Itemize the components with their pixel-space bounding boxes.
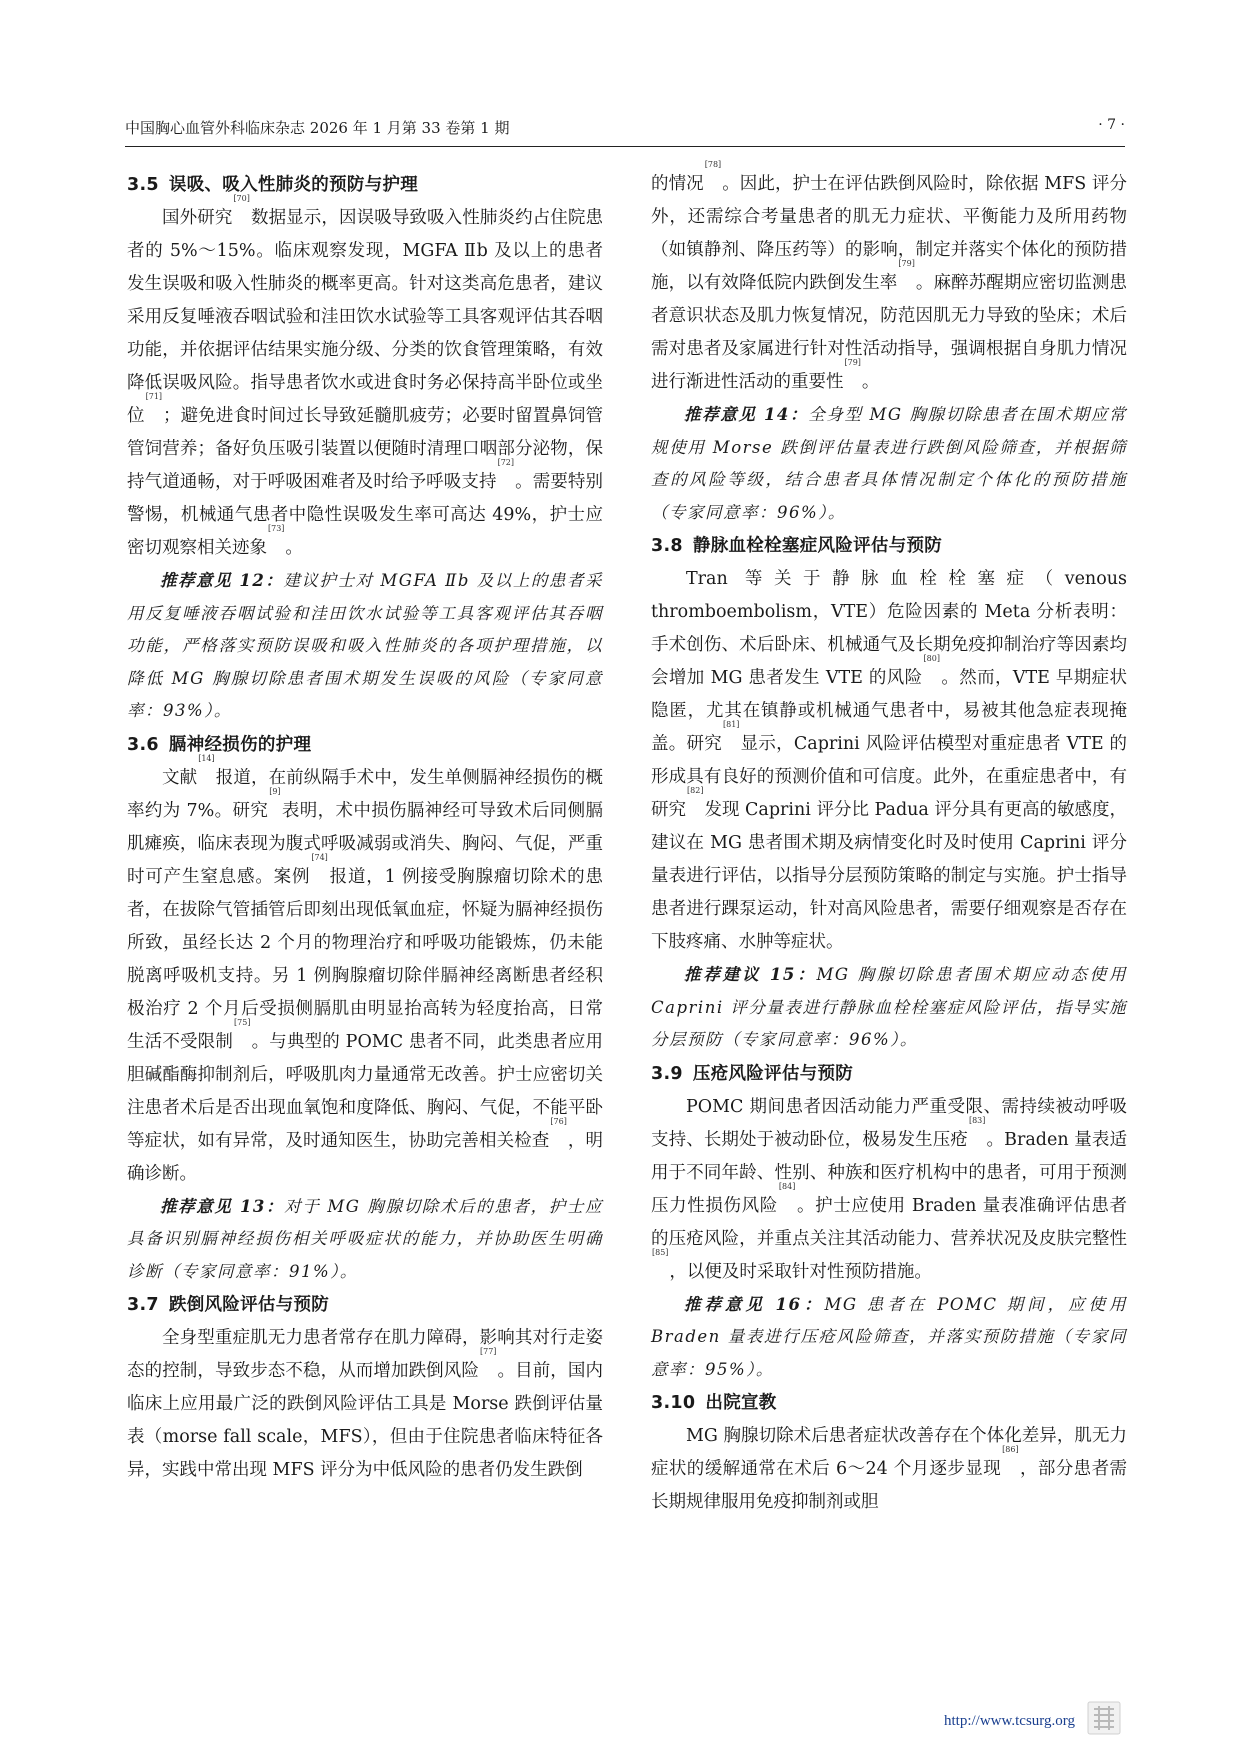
right-column bbox=[651, 160, 1128, 1519]
citation-ref[interactable]: [85] bbox=[652, 1247, 669, 1257]
page-number: · 7 · bbox=[1098, 117, 1125, 133]
paragraph-vte: Tran 等关于静脉血栓栓塞症（venous thromboembolism，VTE）危险因素的 Meta 分析表明：手术创伤、术后卧床、机械通气及长期免疫抑制治疗等因素均会增加 MG 患者发生 VTE 的风险[80]。然而，VTE 早期症状隐匿，尤其在镇静或机械通气患者中，易被其他急症表现掩盖。研究[81]显示，Caprini 风险评估模型对重症患者 VTE 的形成具有良好的预测价值和可信度。此外，在重症患者中，有研究[82]发现 Caprini 评分比 Padua 评分具有更高的敏感度，建议在 MG 患者围术期及病情变化时及时使用 Caprini 评分量表进行评估，以指导分层预防策略的制定与实施。护士指导患者进行踝泵运动，针对高风险患者，需要仔细观察是否存在下肢疼痛、水肿等症状。 bbox=[651, 569, 1127, 952]
citation-ref[interactable]: [77] bbox=[479, 1347, 497, 1356]
citation-ref[interactable]: [79] bbox=[898, 259, 915, 268]
citation-ref[interactable]: [79] bbox=[844, 358, 861, 367]
section-heading-3-5: 3.5 误吸、吸入性肺炎的预防与护理 bbox=[127, 175, 419, 195]
journal-url[interactable]: http://www.tcsurg.org bbox=[944, 1713, 1075, 1729]
citation-ref[interactable]: [76] bbox=[550, 1116, 567, 1126]
left-column bbox=[127, 168, 603, 1487]
paragraph-aspiration: 国外研究[70]数据显示，因误吸导致吸入性肺炎约占住院患者的 5%～15%。临床观察发现，MGFA Ⅱb 及以上的患者发生误吸和吸入性肺炎的概率更高。针对这类高危患者，建议采用反复唾液吞咽试验和洼田饮水试验等工具客观评估其吞咽功能，并依据评估结果实施分级、分类的饮食管理策略，有效降低误吸风险。指导患者饮水或进食时务必保持高半卧位或坐位[71]；避免进食时间过长导致延髓肌疲劳；必要时留置鼻饲管管饲营养；备好负压吸引装置以便随时清理口咽部分泌物，保持气道通畅，对于呼吸困难者及时给予呼吸支持[72]。需要特别警惕，机械通气患者中隐性误吸发生率可高达 49%，护士应密切观察相关迹象[73]。 bbox=[127, 194, 604, 558]
citation-ref[interactable]: [84] bbox=[778, 1181, 796, 1191]
citation-ref[interactable]: [9] bbox=[269, 786, 281, 796]
recommendation-12: 推荐意见 12：建议护士对 MGFA Ⅱb 及以上的患者采用反复唾液吞咽试验和洼田饮水试验等工具客观评估其吞咽功能，严格落实预防误吸和吸入性肺炎的各项护理措施，以降低 MG 胸腺切除患者围术期发生误吸的风险（专家同意率：93%）。 bbox=[127, 571, 603, 720]
paragraph-phrenic-nerve: 文献[14]报道，在前纵隔手术中，发生单侧膈神经损伤的概率约为 7%。研究[9]表明，术中损伤膈神经可导致术后同侧膈肌瘫痪，临床表现为腹式呼吸减弱或消失、胸闷、气促，严重时可产生窒息感。案例[74]报道，1 例接受胸腺瘤切除术的患者，在拔除气管插管后即刻出现低氧血症，怀疑为膈神经损伤所致，虽经长达 2 个月的物理治疗和呼吸功能锻炼，仍未能脱离呼吸机支持。另 1 例胸腺瘤切除伴膈神经离断患者经积极治疗 2 个月后受损侧膈肌由明显抬高转为轻度抬高，日常生活不受限制[75]。与典型的 POMC 患者不同，此类患者应用胆碱酯酶抑制剂后，呼吸肌肉力量通常无改善。护士应密切关注患者术后是否出现血氧饱和度降低、胸闷、气促，不能平卧等症状，如有异常，及时通知医生，协助完善相关检查[76]，明确诊断。 bbox=[127, 753, 604, 1184]
citation-ref[interactable]: [82] bbox=[687, 786, 704, 795]
paragraph-fall-risk-continued: 的情况[78]。因此，护士在评估跌倒风险时，除依据 MFS 评分外，还需综合考量患者的肌无力症状、平衡能力及所用药物（如镇静剂、降压药等）的影响，制定并落实个体化的预防措施，以有效降低院内跌倒发生率[79]。麻醉苏醒期应密切监测患者意识状态及肌力恢复情况，防范因肌无力导致的坠床；术后需对患者及家属进行针对性活动指导，强调根据自身肌力情况进行渐进性活动的重要性[79]。 bbox=[651, 160, 1128, 392]
citation-ref[interactable]: [86] bbox=[1002, 1445, 1019, 1454]
paragraph-pressure-ulcer: POMC 期间患者因活动能力严重受限、需持续被动呼吸支持、长期处于被动卧位，极易发生压疮[83]。Braden 量表适用于不同年龄、性别、种族和医疗机构中的患者，可用于预测压力性损伤风险[84]。护士应使用 Braden 量表准确评估患者的压疮风险，并重点关注其活动能力、营养状况及皮肤完整性[85]，以便及时采取针对性预防措施。 bbox=[651, 1096, 1127, 1282]
citation-ref[interactable]: [71] bbox=[145, 392, 163, 401]
citation-ref[interactable]: [14] bbox=[198, 753, 215, 763]
recommendation-14: 推荐意见 14：全身型 MG 胸腺切除患者在围术期应常规使用 Morse 跌倒评估量表进行跌倒风险筛查，并根据筛查的风险等级，结合患者具体情况制定个体化的预防措施（专家同意率：96%）。 bbox=[651, 405, 1127, 522]
header-rule bbox=[125, 146, 1125, 147]
recommendation-16: 推荐意见 16：MG 患者在 POMC 期间，应使用 Braden 量表进行压疮风险筛查，并落实预防措施（专家同意率：95%）。 bbox=[651, 1294, 1127, 1379]
citation-ref[interactable]: [83] bbox=[968, 1115, 986, 1125]
paragraph-fall-risk: 全身型重症肌无力患者常存在肌力障碍，影响其对行走姿态的控制，导致步态不稳，从而增加跌倒风险[77]。目前，国内临床上应用最广泛的跌倒风险评估工具是 Morse 跌倒评估量表（morse fall scale，MFS），但由于住院患者临床特征各异，实践中常出现 MFS 评分为中低风险的患者仍发生跌倒 bbox=[127, 1328, 604, 1480]
section-heading-3-7: 3.7 跌倒风险评估与预防 bbox=[127, 1295, 330, 1315]
journal-logo-icon bbox=[1087, 1701, 1121, 1735]
section-heading-3-10: 3.10 出院宣教 bbox=[651, 1393, 777, 1413]
section-heading-3-8: 3.8 静脉血栓栓塞症风险评估与预防 bbox=[651, 536, 943, 556]
section-heading-3-9: 3.9 压疮风险评估与预防 bbox=[651, 1063, 854, 1084]
recommendation-13: 推荐意见 13：对于 MG 胸腺切除术后的患者，护士应具备识别膈神经损伤相关呼吸症状的能力，并协助医生明确诊断（专家同意率：91%）。 bbox=[127, 1196, 603, 1281]
citation-ref[interactable]: [73] bbox=[268, 524, 285, 533]
citation-ref[interactable]: [72] bbox=[497, 458, 515, 467]
citation-ref[interactable]: [75] bbox=[234, 1017, 251, 1027]
journal-citation: 中国胸心血管外科临床杂志 2026 年 1 月第 33 卷第 1 期 bbox=[125, 119, 510, 137]
citation-ref[interactable]: [78] bbox=[704, 160, 722, 169]
citation-ref[interactable]: [81] bbox=[723, 720, 740, 729]
section-heading-3-6: 3.6 膈神经损伤的护理 bbox=[127, 734, 312, 755]
citation-ref[interactable]: [74] bbox=[311, 852, 328, 862]
citation-ref[interactable]: [80] bbox=[923, 654, 940, 663]
citation-ref[interactable]: [70] bbox=[233, 194, 250, 203]
recommendation-15: 推荐建议 15：MG 胸腺切除患者围术期应动态使用 Caprini 评分量表进行静脉血栓栓塞症风险评估，指导实施分层预防（专家同意率：96%）。 bbox=[651, 965, 1127, 1049]
running-header bbox=[125, 117, 1125, 139]
paragraph-discharge: MG 胸腺切除术后患者症状改善存在个体化差异，肌无力症状的缓解通常在术后 6～24 个月逐步显现[86]，部分患者需长期规律服用免疫抑制剂或胆 bbox=[651, 1426, 1127, 1512]
